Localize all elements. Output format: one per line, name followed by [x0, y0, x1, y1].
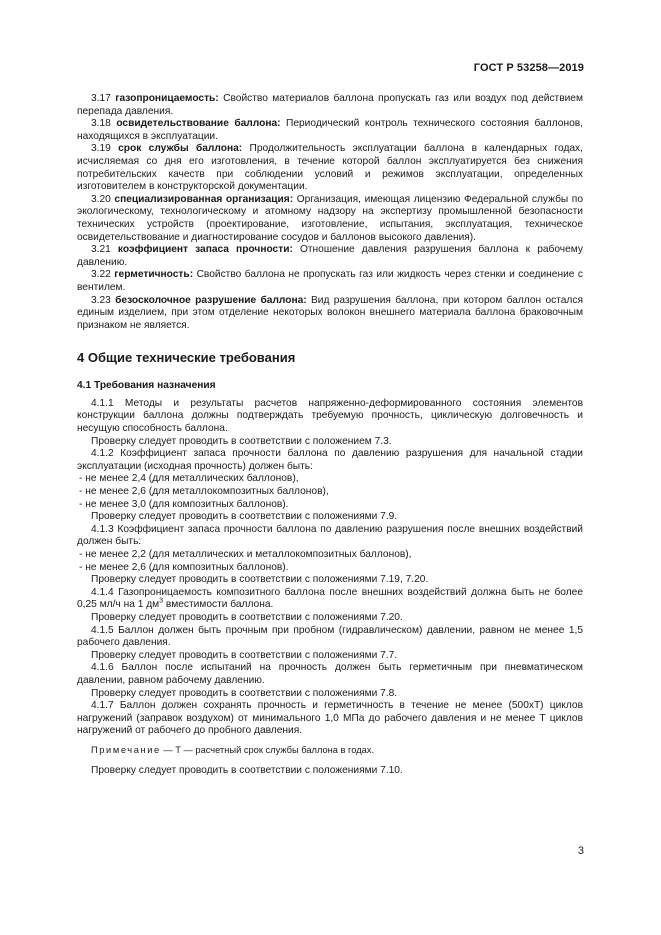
- check-reference: Проверку следует проводить в соответствии с положениями 7.20.: [91, 611, 403, 623]
- list-item: - не менее 2,2 (для металлических и металлокомпозитных баллонов),: [79, 549, 412, 560]
- section-heading: 4 Общие технические требования: [77, 350, 296, 366]
- term: герметичность:: [114, 269, 194, 281]
- term: безосколочное разрушение баллона:: [115, 294, 307, 306]
- term: освидетельствование баллона:: [116, 118, 281, 130]
- check-reference: Проверку следует проводить в соответствии с положениями 7.7.: [91, 649, 398, 661]
- term: специализированная организация:: [114, 193, 294, 205]
- definition-3-18: 3.18 освидетельствование баллона: Периодический контроль технического состояния баллонов, находящихся в эксплуатации.: [77, 118, 583, 142]
- term: газопроницаемость:: [115, 93, 219, 104]
- definition-3-17: 3.17 газопроницаемость: Свойство материалов баллона пропускать газ или воздух под действием перепада давления.: [77, 93, 583, 117]
- list-item: - не менее 2,6 (для металлокомпозитных баллонов),: [79, 486, 329, 498]
- clause-4-1-1: 4.1.1 Методы и результаты расчетов напряженно-деформированного состояния элементов конструкции баллона должны подтверждать требуемую прочность, циклическую долговечность и несущую способность баллона.: [77, 397, 583, 435]
- definition-3-20: 3.20 специализированная организация: Организация, имеющая лицензию Федеральной службы по экологическому, технологическому и атомному надзору на экспертизу промышленной безопасности технических устройств (проектирование, изготовление, испытания, эксплуатация, техническое освидетельствование и диагностирование сосудов и баллонов высокого давления).: [77, 193, 583, 243]
- definition-3-22: 3.22 герметичность: Свойство баллона не пропускать газ или жидкость через стенки и соединение с вентилем.: [77, 269, 583, 293]
- clause-4-1-2: 4.1.2 Коэффициент запаса прочности баллона по давлению разрушения для начальной стадии эксплуатации (исходная прочность) должен быть:: [77, 448, 583, 472]
- note-text: — Т — расчетный срок службы баллона в годах.: [160, 744, 375, 755]
- note-label: Примечание: [91, 744, 161, 755]
- clause-4-1-3: 4.1.3 Коэффициент запаса прочности баллона по давлению разрушения после внешних воздействий должен быть:: [77, 523, 583, 548]
- definition-3-21: 3.21 коэффициент запаса прочности: Отношение давления разрушения баллона к рабочему давлению.: [77, 244, 583, 268]
- list-item: - не менее 2,6 (для композитных баллонов).: [79, 561, 289, 573]
- subsection-heading: 4.1 Требования назначения: [77, 380, 216, 392]
- document-code: ГОСТ Р 53258—2019: [473, 62, 584, 74]
- definitions-list: [77, 93, 583, 332]
- clause-4-1-6: 4.1.6 Баллон после испытаний на прочность должен быть герметичным при пневматическом давлении, равном рабочему давлению.: [77, 662, 583, 686]
- note: [77, 744, 583, 757]
- clause-4-1-4: 4.1.4 Газопроницаемость композитного баллона после внешних воздействий должна быть не более 0,25 мл/ч на 1 $дм^3$ вместимости баллона.: [77, 586, 583, 611]
- term: коэффициент запаса прочности:: [117, 244, 293, 256]
- term: срок службы баллона:: [118, 143, 243, 155]
- definition-3-23: 3.23 безосколочное разрушение баллона: Вид разрушения баллона, при котором баллон остался единым изделием, при этом отделение некоторых волокон внешнего материала баллона браковочным признаком не является.: [77, 294, 583, 331]
- check-reference: Проверку следует проводить в соответствии с положениями 7.19, 7.20.: [91, 574, 429, 586]
- check-reference: Проверку следует проводить в соответствии с положениями 7.8.: [91, 687, 398, 699]
- check-reference: Проверку следует проводить в соответствии с положениями 7.10.: [91, 764, 403, 776]
- page-number: 3: [577, 845, 584, 857]
- check-reference: Проверку следует проводить в соответствии с положениями 7.9.: [91, 511, 398, 523]
- check-reference: Проверку следует проводить в соответствии с положением 7.3.: [91, 435, 392, 447]
- list-item: - не менее 2,4 (для металлических баллонов),: [79, 473, 299, 485]
- clause-4-1-7: 4.1.7 Баллон должен сохранять прочность и герметичность в течение не менее (500хТ) циклов нагружений (заправок воздухом) от минимального 1,0 МПа до рабочего давления и не менее Т циклов нагружений от рабочего до пробного давления.: [77, 700, 583, 737]
- document-body: [77, 93, 583, 777]
- list-item: - не менее 3,0 (для композитных баллонов).: [79, 498, 289, 510]
- clause-4-1-5: 4.1.5 Баллон должен быть прочным при пробном (гидравлическом) давлении, равном не менее 1,5 рабочего давления.: [77, 624, 583, 649]
- definition-3-19: 3.19 срок службы баллона: Продолжительность эксплуатации баллона в календарных годах, исчисляемая со дня его изготовления, в течение которой баллон эксплуатируется без снижения потребительских качеств при соблюдении условий и режимов эксплуатации, определенных изготовителем в конструкторской документации.: [77, 143, 583, 193]
